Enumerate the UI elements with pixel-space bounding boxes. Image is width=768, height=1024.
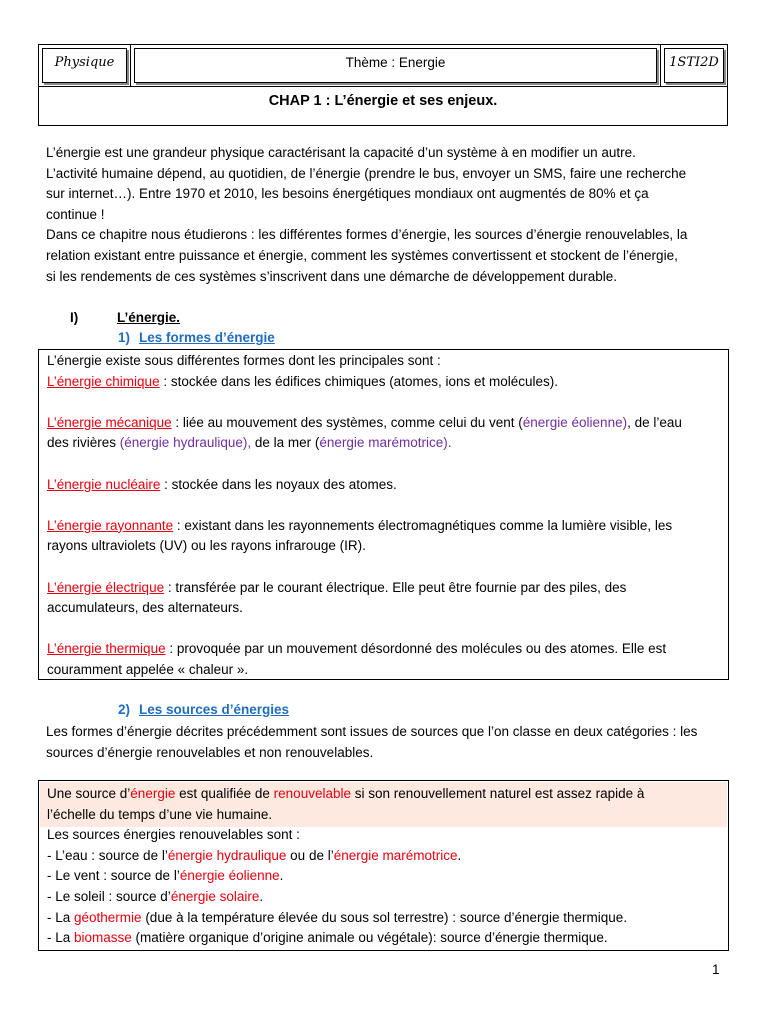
item-text: - L’eau : source de l’ [47,847,168,863]
definition-text: Une source d’ [47,786,131,801]
forms-intro: L’énergie existe sous différentes formes dont les principales sont : [47,353,441,368]
item-text: - La [47,909,75,925]
section1-title: L’énergie. [117,310,181,325]
form-text: : provoquée par un mouvement désordonné des molécules ou des atomes. Elle est [165,641,667,657]
renewable-list-intro: Les sources énergies renouvelables sont : [47,827,300,843]
item-keyword: énergie marémotrice [333,847,458,863]
intro-line: Dans ce chapitre nous étudierons : les différentes formes d’énergie, les sources d’énergie renouvelables, la [46,227,688,243]
item-text: - Le vent : source de l’ [47,868,180,884]
item-text: (matière organique d’origine animale ou végétale): source d’énergie thermique. [131,930,608,946]
renewable-item-eau [47,846,723,867]
form-example: énergie marémotrice). [319,435,452,451]
form-rayonnante [47,516,723,537]
renewable-content [47,784,723,949]
form-name: L’énergie chimique [47,373,160,389]
item-text: - Le soleil : source d’ [47,888,171,904]
subsection1-title: Les formes d’énergie [139,330,275,345]
item-text: . [457,847,462,863]
item-text: . [259,888,264,904]
energy-forms-box [38,349,729,680]
form-text: : stockée dans les édifices chimiques (atomes, ions et molécules). [159,373,559,389]
form-text: , de l’eau [627,414,682,430]
intro-paragraph [46,143,726,287]
form-nucleaire [47,475,723,496]
form-name: L’énergie mécanique [47,414,172,430]
intro-line: si les rendements de ces systèmes s’inscrivent dans une démarche de développement durable. [46,268,618,284]
item-keyword: énergie solaire [170,888,260,904]
renewable-item-vent [47,866,723,887]
form-example: (énergie hydraulique), [119,435,252,451]
section1-number: I) [70,310,79,325]
renewable-item-soleil [47,887,723,908]
item-text: . [279,868,284,884]
form-name: L’énergie rayonnante [47,517,174,533]
class-label: 1STI2D [669,55,719,70]
form-rayonnante-cont: rayons ultraviolets (UV) ou les rayons infrarouge (IR). [47,538,366,554]
class-cell [661,45,727,86]
chapter-title: CHAP 1 : L’énergie et ses enjeux. [268,93,498,109]
intro-line: L’énergie est une grandeur physique caractérisant la capacité d’un système à en modifier un autre. [46,145,636,160]
form-thermique [47,639,723,660]
form-mecanique [47,413,723,434]
form-electrique-cont: accumulateurs, des alternateurs. [47,600,243,616]
theme-cell [131,45,661,86]
subject-cell [39,45,131,86]
form-text: : transférée par le courant électrique. Elle peut être fournie par des piles, des [164,579,627,595]
form-text: : existant dans les rayonnements électromagnétiques comme la lumière visible, les [173,517,673,533]
form-text: des rivières [47,435,120,451]
form-name: L’énergie thermique [47,641,166,657]
intro-line: sur internet…). Entre 1970 et 2010, les besoins énergétiques mondiaux ont augmentés de 80% et ça [46,186,649,202]
definition-keyword: renouvelable [273,786,351,801]
renewable-item-geothermie [47,908,723,929]
form-chimique [47,372,723,393]
form-text: : liée au mouvement des systèmes, comme celui du vent ( [171,414,523,430]
sources-line: Les formes d’énergie décrites précédemment sont issues de sources que l’on classe en deux catégories : les [46,724,698,739]
energy-forms-list [47,351,723,681]
form-name: L’énergie nucléaire [47,476,161,492]
form-text: de la mer ( [251,435,320,451]
theme-label: Thème : Energie [345,55,446,70]
subsection2-title: Les sources d’énergies [139,702,290,717]
item-keyword: énergie éolienne [179,868,280,884]
item-text: ou de l’ [286,847,334,863]
form-text: : stockée dans les noyaux des atomes. [160,476,397,492]
item-keyword: géothermie [74,909,142,925]
form-mecanique-cont [47,433,723,454]
definition-line-cont: l’échelle du temps d’une vie humaine. [47,806,273,822]
definition-line [47,784,723,805]
subsection2-number: 2) [118,702,131,717]
item-text: - La [47,930,75,946]
intro-line: L’activité humaine dépend, au quotidien, de l’énergie (prendre le bus, envoyer un SMS, faire une recherche [46,165,687,181]
definition-text: si son renouvellement naturel est assez rapide à [350,786,645,801]
renewable-box [38,780,729,951]
subsection1-number: 1) [118,330,131,345]
sources-paragraph [46,722,726,763]
item-keyword: biomasse [74,930,132,946]
form-electrique [47,578,723,599]
form-thermique-cont: couramment appelée « chaleur ». [47,661,249,677]
item-keyword: énergie hydraulique [167,847,287,863]
definition-text: est qualifiée de [175,786,274,801]
form-name: L’énergie électrique [47,579,165,595]
header-row [39,45,727,87]
item-text: (due à la température élevée du sous sol terrestre) : source d’énergie thermique. [141,909,628,925]
sources-line: sources d’énergie renouvelables et non renouvelables. [46,744,374,760]
intro-line: relation existant entre puissance et énergie, comment les systèmes convertissent et stockent de l’énergie, [46,247,678,263]
definition-keyword: énergie [130,786,176,801]
subject-label: Physique [54,55,115,70]
renewable-item-biomasse [47,928,723,949]
page-number: 1 [712,962,720,977]
intro-line: continue ! [46,206,105,222]
header-table [38,44,728,126]
form-example: énergie éolienne) [522,414,628,430]
